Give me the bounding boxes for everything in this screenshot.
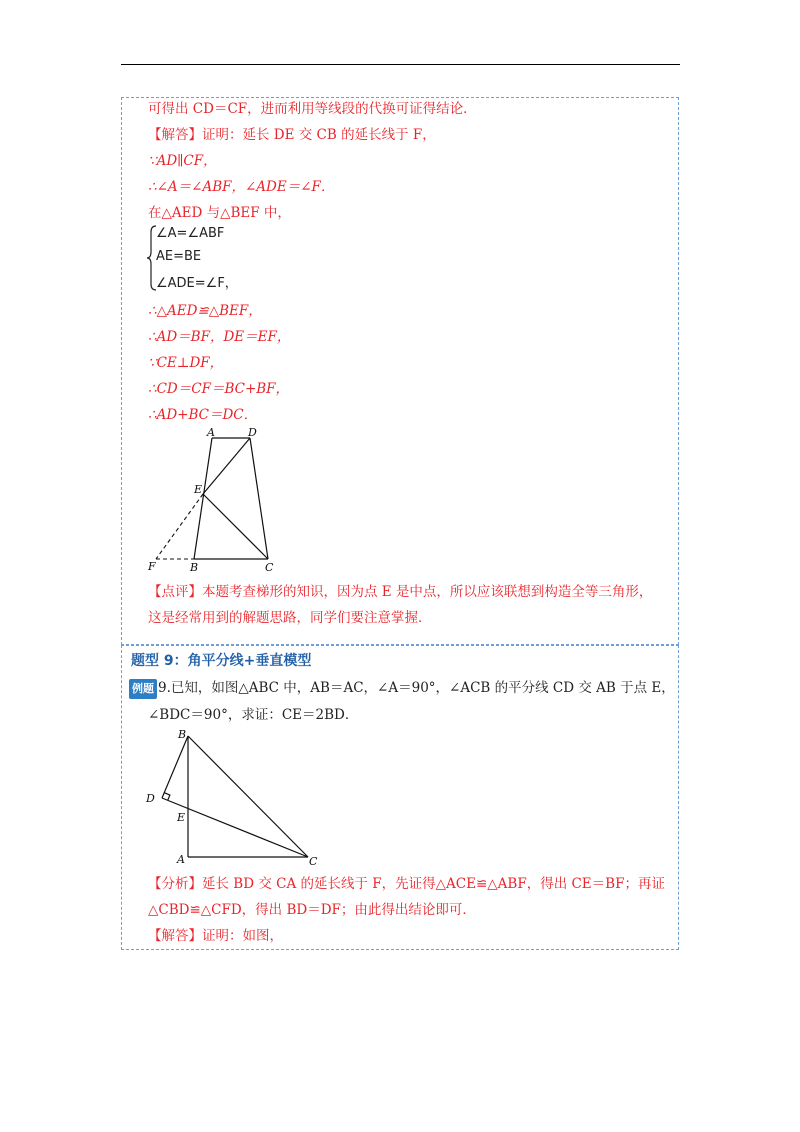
example-text-1: 9.已知，如图△ABC 中，AB＝AC，∠A＝90°，∠ACB 的平分线 CD 交 AB 于点 E， <box>158 680 675 696</box>
answer9-line <box>148 927 283 945</box>
answer-text: 证明：延长 DE 交 CB 的延长线于 F， <box>202 127 436 143</box>
label-D2: D <box>146 792 155 805</box>
label-E2: E <box>177 811 186 824</box>
label-C2: C <box>309 855 318 868</box>
analysis-line-1 <box>148 875 665 893</box>
intro-line: 可得出 CD＝CF，进而利用等线段的代换可证得结论． <box>148 101 477 117</box>
analysis-line-2: △CBD≌△CFD，得出 BD＝DF；由此得出结论即可． <box>148 902 476 918</box>
proof-step-8: ∴AD+BC＝DC． <box>148 407 258 423</box>
label-C: C <box>265 561 274 574</box>
triangle-figure <box>140 724 330 870</box>
proof-step-4: ∴△AED≌△BEF， <box>148 303 262 319</box>
proof-step-1: ∵AD∥CF， <box>148 153 217 169</box>
analysis-text-1: 延长 BD 交 CA 的延长线于 F，先证得△ACE≌△ABF，得出 CE＝BF；再证 <box>202 876 665 892</box>
proof-step-5: ∴AD＝BF，DE＝EF， <box>148 329 291 345</box>
answer9-label: 【解答】 <box>148 928 202 944</box>
equation-system <box>146 224 266 294</box>
label-B2: B <box>178 728 187 741</box>
trapezoid-figure <box>140 422 290 574</box>
system-row-1: ∠A=∠ABF <box>156 226 225 241</box>
system-row-2: AE=BE <box>156 249 202 264</box>
label-A2: A <box>177 853 185 866</box>
proof-step-6: ∵CE⊥DF， <box>148 355 224 371</box>
comment-label: 【点评】 <box>148 584 202 600</box>
label-F: F <box>148 560 156 573</box>
section-title: 题型 9：角平分线+垂直模型 <box>131 653 312 669</box>
example-line-2: ∠BDC＝90°，求证：CE＝2BD． <box>148 707 359 723</box>
proof-step-7: ∴CD＝CF＝BC+BF， <box>148 381 290 397</box>
answer-label: 【解答】 <box>148 127 202 143</box>
label-B: B <box>190 561 199 574</box>
comment-line-2: 这是经常用到的解题思路，同学们要注意掌握． <box>148 610 432 626</box>
analysis-label: 【分析】 <box>148 876 202 892</box>
answer-line <box>148 126 436 144</box>
system-row-3: ∠ADE=∠F， <box>156 276 238 291</box>
comment-text-1: 本题考查梯形的知识，因为点 E 是中点，所以应该联想到构造全等三角形， <box>202 584 653 600</box>
example-badge: 例题 <box>129 679 157 699</box>
example-line-1 <box>129 679 675 699</box>
answer9-text: 证明：如图， <box>202 928 283 944</box>
proof-step-2: ∴∠A＝∠ABF，∠ADE＝∠F． <box>148 179 335 195</box>
label-A: A <box>207 426 215 439</box>
label-E: E <box>194 483 203 496</box>
comment-line-1 <box>148 583 652 601</box>
proof-step-3: 在△AED 与△BEF 中， <box>148 205 291 221</box>
label-D: D <box>248 426 257 439</box>
header-rule <box>121 64 680 65</box>
